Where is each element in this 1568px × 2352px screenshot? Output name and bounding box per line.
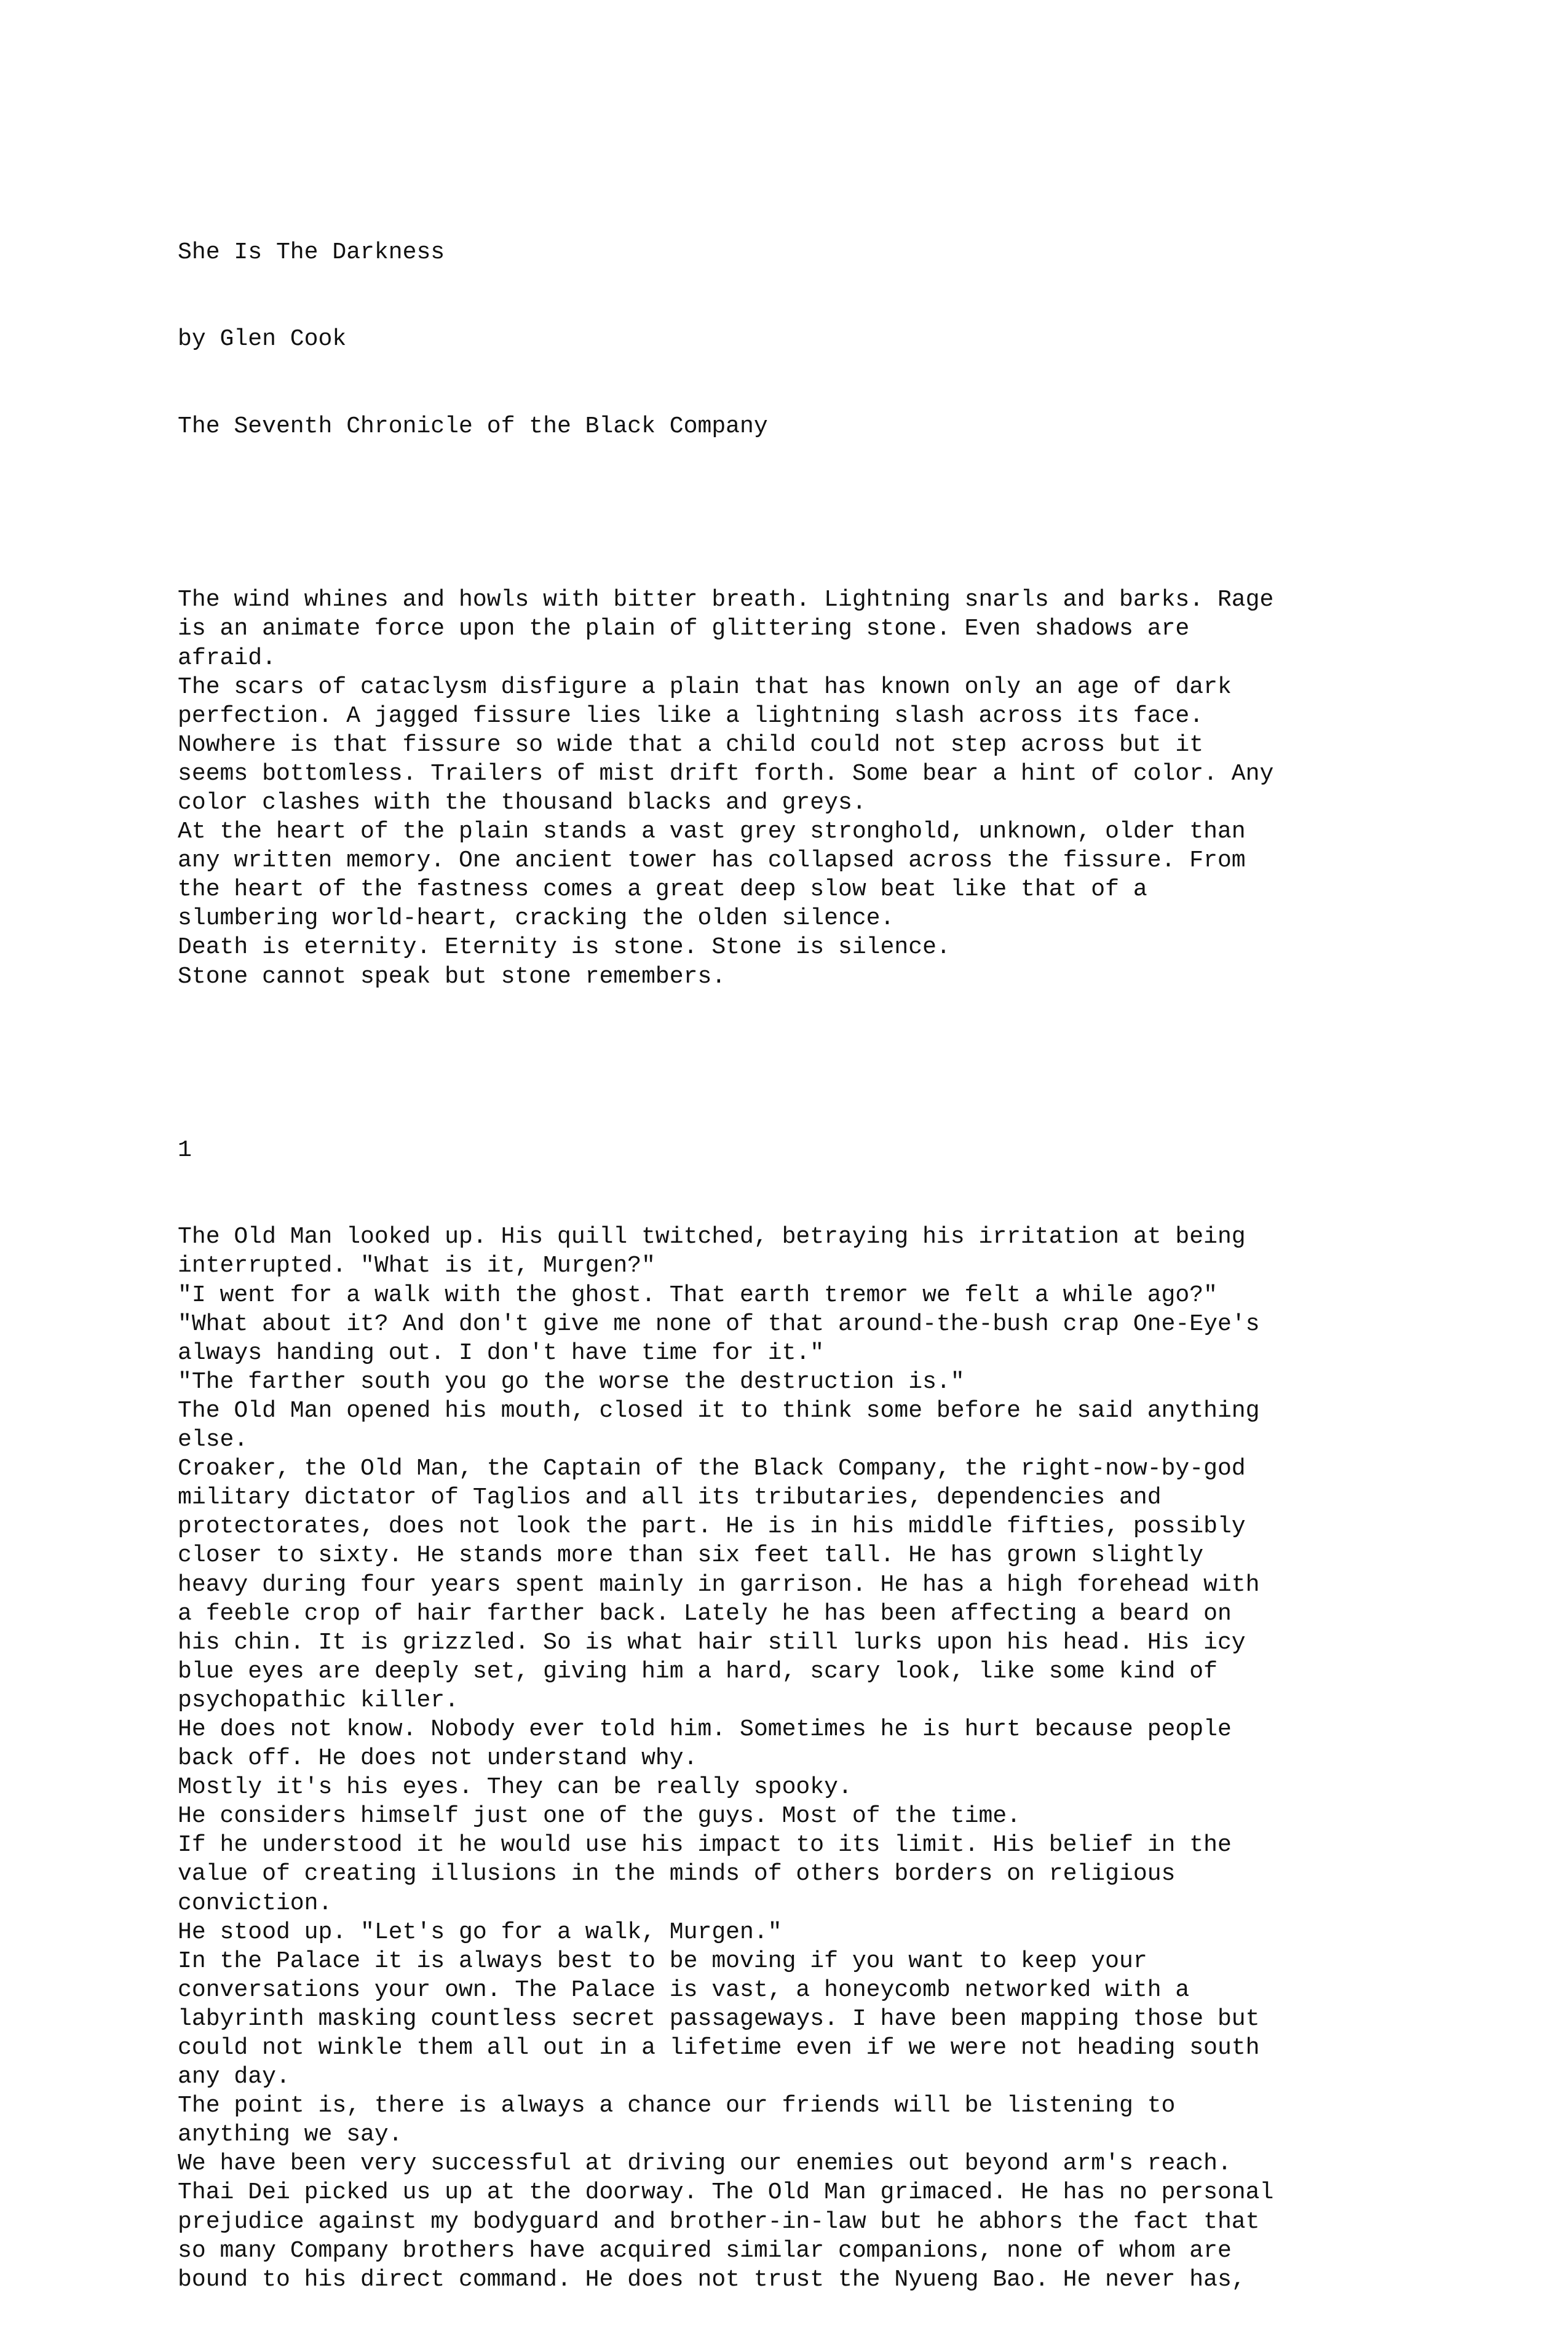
prologue-line: the heart of the fastness comes a great deep slow beat like that of a <box>178 876 1147 903</box>
chapter-line: so many Company brothers have acquired similar companions, none of whom are <box>178 2237 1232 2264</box>
prologue-line: any written memory. One ancient tower has collapsed across the fissure. From <box>178 847 1246 874</box>
chapter-line: If he understood it he would use his impact to its limit. His belief in the <box>178 1832 1232 1859</box>
book-title: She Is The Darkness <box>178 239 445 266</box>
chapter-line: We have been very successful at driving our enemies out beyond arm's reach. <box>178 2150 1232 2177</box>
chapter-line: protectorates, does not look the part. He is in his middle fifties, possibly <box>178 1513 1246 1540</box>
prologue-line: The scars of cataclysm disfigure a plain that has known only an age of dark <box>178 673 1232 700</box>
chapter-line: The Old Man looked up. His quill twitched, betraying his irritation at being <box>178 1224 1246 1251</box>
prologue-line: Nowhere is that fissure so wide that a child could not step across but it <box>178 731 1204 758</box>
chapter-line: any day. <box>178 2064 290 2091</box>
chapter-line: labyrinth masking countless secret passageways. I have been mapping those but <box>178 2005 1260 2032</box>
chapter-line: conversations your own. The Palace is vast, a honeycomb networked with a <box>178 1976 1190 2003</box>
prologue-line: perfection. A jagged fissure lies like a lightning slash across its face. <box>178 702 1204 729</box>
chapter-line: military dictator of Taglios and all its tributaries, dependencies and <box>178 1484 1162 1511</box>
chapter-line: always handing out. I don't have time for it." <box>178 1339 825 1366</box>
chapter-line: else. <box>178 1427 248 1454</box>
chapter-line: Mostly it's his eyes. They can be really spooky. <box>178 1774 852 1801</box>
chapter-line: "What about it? And don't give me none of that around-the-bush crap One-Eye's <box>178 1310 1260 1337</box>
chapter-line: He stood up. "Let's go for a walk, Murgen." <box>178 1918 782 1946</box>
prologue-line: Stone cannot speak but stone remembers. <box>178 963 726 990</box>
blank-line <box>178 499 1408 528</box>
chapter-line: value of creating illusions in the minds of others borders on religious <box>178 1861 1176 1888</box>
chapter-line: Croaker, the Old Man, the Captain of the Black Company, the right-now-by-god <box>178 1455 1246 1483</box>
prologue-line: seems bottomless. Trailers of mist drift forth. Some bear a hint of color. Any <box>178 760 1274 787</box>
chapter-line: conviction. <box>178 1890 333 1917</box>
chapter-line: his chin. It is grizzled. So is what hair still lurks upon his head. His icy <box>178 1629 1246 1656</box>
chapter-line: The point is, there is always a chance our friends will be listening to <box>178 2093 1176 2120</box>
chapter-line: interrupted. "What is it, Murgen?" <box>178 1253 655 1280</box>
chapter-line: prejudice against my bodyguard and brother-in-law but he abhors the fact that <box>178 2208 1260 2235</box>
chapter-line: In the Palace it is always best to be moving if you want to keep your <box>178 1947 1147 1974</box>
chapter-line: Thai Dei picked us up at the doorway. The Old Man grimaced. He has no personal <box>178 2179 1274 2206</box>
chapter-line: back off. He does not understand why. <box>178 1745 698 1772</box>
chapter-line: The Old Man opened his mouth, closed it to think some before he said anything <box>178 1397 1260 1424</box>
book-series: The Seventh Chronicle of the Black Company <box>178 413 768 440</box>
prologue-line: The wind whines and howls with bitter breath. Lightning snarls and barks. Rage <box>178 587 1274 614</box>
prologue-line: Death is eternity. Eternity is stone. Stone is silence. <box>178 934 951 961</box>
prologue-line: is an animate force upon the plain of glittering stone. Even shadows are <box>178 616 1190 643</box>
chapter-line: "The farther south you go the worse the destruction is." <box>178 1368 965 1395</box>
chapter-number: 1 <box>178 1137 192 1164</box>
chapter-line: bound to his direct command. He does not trust the Nyueng Bao. He never has, <box>178 2266 1246 2293</box>
chapter-line: a feeble crop of hair farther back. Lately he has been affecting a beard on <box>178 1600 1232 1627</box>
chapter-body <box>178 1222 1408 2294</box>
prologue-line: At the heart of the plain stands a vast grey stronghold, unknown, older than <box>178 818 1246 845</box>
chapter-line: psychopathic killer. <box>178 1687 459 1714</box>
chapter-line: anything we say. <box>178 2121 403 2148</box>
chapter-line: He does not know. Nobody ever told him. Sometimes he is hurt because people <box>178 1716 1232 1743</box>
prologue-line: afraid. <box>178 644 276 671</box>
blank-line <box>178 1049 1408 1078</box>
chapter-line: closer to sixty. He stands more than six feet tall. He has grown slightly <box>178 1542 1204 1569</box>
chapter-line: heavy during four years spent mainly in garrison. He has a high forehead with <box>178 1571 1260 1598</box>
prologue-line: slumbering world-heart, cracking the olden silence. <box>178 905 895 932</box>
chapter-line: He considers himself just one of the guys. Most of the time. <box>178 1803 1021 1830</box>
prologue-line: color clashes with the thousand blacks and greys. <box>178 789 866 816</box>
prologue <box>178 585 1408 991</box>
chapter-line: could not winkle them all out in a lifetime even if we were not heading south <box>178 2035 1260 2061</box>
book-author: by Glen Cook <box>178 326 347 353</box>
document-text <box>178 180 1408 2352</box>
chapter-line: "I went for a walk with the ghost. That earth tremor we felt a while ago?" <box>178 1281 1218 1309</box>
chapter-line: blue eyes are deeply set, giving him a hard, scary look, like some kind of <box>178 1658 1218 1685</box>
